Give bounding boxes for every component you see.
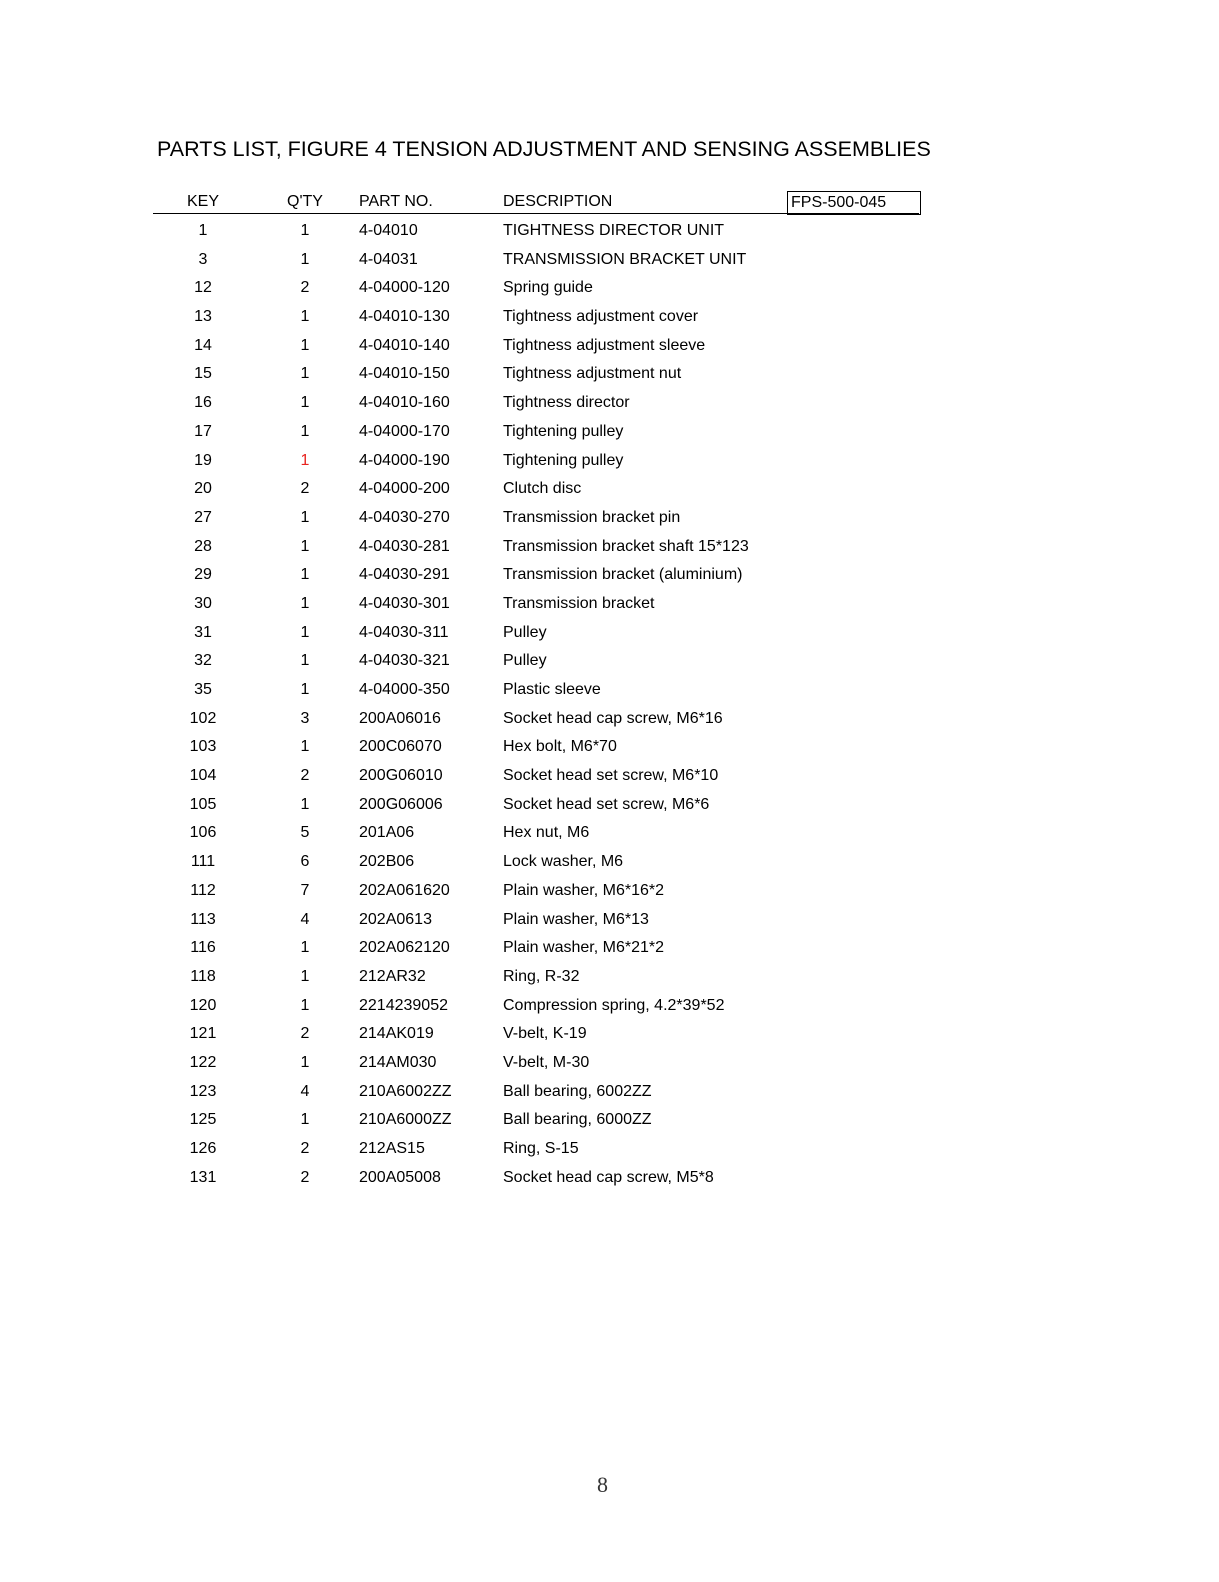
- table-row: [0, 1024, 1219, 1053]
- cell-key: 104: [189, 767, 217, 785]
- header-part-no: PART NO.: [359, 193, 433, 210]
- table-row: [0, 537, 1219, 566]
- cell-qty: 1: [300, 1053, 310, 1071]
- table-row: [0, 623, 1219, 652]
- table-row: [0, 996, 1219, 1025]
- cell-part-no: 4-04000-350: [359, 681, 450, 698]
- cell-qty: 2: [300, 1140, 310, 1157]
- table-row: [0, 250, 1219, 279]
- cell-part-no: 4-04010-130: [359, 308, 450, 326]
- cell-key: 29: [194, 566, 212, 584]
- cell-description: TIGHTNESS DIRECTOR UNIT: [503, 222, 725, 239]
- cell-qty: 1: [300, 738, 310, 756]
- cell-key: 123: [189, 1082, 217, 1100]
- cell-key: 31: [194, 623, 212, 641]
- table-row: [0, 967, 1219, 996]
- cell-key: 121: [189, 1025, 217, 1043]
- cell-qty: 2: [300, 480, 310, 498]
- cell-description: Hex bolt, M6*70: [503, 738, 617, 756]
- table-row: [0, 1082, 1219, 1111]
- cell-description: Socket head cap screw, M5*8: [503, 1168, 714, 1186]
- cell-description: Tightness adjustment nut: [503, 365, 682, 383]
- cell-part-no: 4-04010: [359, 222, 418, 239]
- cell-qty: 1: [300, 451, 310, 469]
- cell-part-no: 4-04030-301: [359, 594, 450, 612]
- table-row: [0, 881, 1219, 910]
- table-row: [0, 565, 1219, 594]
- cell-description: V-belt, M-30: [503, 1053, 590, 1071]
- cell-qty: 1: [300, 967, 310, 985]
- cell-qty: 3: [300, 709, 310, 727]
- cell-part-no: 4-04010-150: [359, 365, 450, 383]
- cell-description: Tightening pulley: [503, 451, 624, 469]
- cell-qty: 1: [300, 537, 310, 555]
- cell-description: Compression spring, 4.2*39*52: [503, 996, 725, 1014]
- cell-part-no: 202A061620: [359, 881, 450, 899]
- header-description: DESCRIPTION: [503, 193, 613, 210]
- table-row: [0, 737, 1219, 766]
- cell-qty: 1: [300, 594, 310, 612]
- header-key: KEY: [186, 193, 219, 210]
- cell-key: 16: [194, 394, 212, 412]
- page-title: PARTS LIST, FIGURE 4 TENSION ADJUSTMENT AND SENSING ASSEMBLIES: [157, 137, 931, 161]
- cell-part-no: 2214239052: [359, 996, 448, 1014]
- cell-key: 3: [198, 250, 208, 268]
- cell-description: Ring, R-32: [503, 967, 580, 985]
- cell-qty: 1: [300, 939, 310, 957]
- cell-key: 120: [189, 996, 217, 1014]
- cell-key: 131: [189, 1168, 217, 1186]
- cell-qty: 2: [300, 279, 310, 297]
- table-row: [0, 1110, 1219, 1139]
- cell-key: 28: [194, 537, 212, 555]
- cell-qty: 1: [300, 566, 310, 584]
- cell-description: Socket head cap screw, M6*16: [503, 709, 723, 727]
- cell-part-no: 210A6000ZZ: [359, 1111, 452, 1129]
- cell-description: Transmission bracket: [503, 594, 655, 612]
- cell-description: Plain washer, M6*16*2: [503, 881, 664, 899]
- table-row: [0, 479, 1219, 508]
- table-row: [0, 910, 1219, 939]
- cell-key: 105: [189, 795, 217, 813]
- cell-key: 17: [194, 422, 212, 440]
- cell-description: TRANSMISSION BRACKET UNIT: [503, 250, 747, 268]
- cell-part-no: 212AR32: [359, 967, 426, 985]
- table-row: [0, 651, 1219, 680]
- cell-key: 30: [194, 594, 212, 612]
- cell-key: 27: [194, 508, 212, 526]
- cell-part-no: 4-04010-160: [359, 394, 450, 412]
- table-row: [0, 221, 1219, 250]
- cell-description: Pulley: [503, 623, 547, 641]
- cell-qty: 2: [300, 1025, 310, 1043]
- cell-key: 32: [194, 652, 212, 670]
- table-row: [0, 508, 1219, 537]
- cell-description: Socket head set screw, M6*6: [503, 795, 710, 813]
- cell-description: V-belt, K-19: [503, 1025, 587, 1043]
- cell-description: Lock washer, M6: [503, 853, 624, 871]
- table-row: [0, 594, 1219, 623]
- cell-qty: 1: [300, 422, 310, 440]
- cell-part-no: 4-04000-170: [359, 422, 450, 440]
- cell-qty: 4: [300, 910, 310, 928]
- cell-description: Pulley: [503, 652, 547, 670]
- cell-description: Ball bearing, 6002ZZ: [503, 1082, 652, 1100]
- cell-qty: 1: [300, 222, 310, 239]
- table-row: [0, 336, 1219, 365]
- table-row: [0, 823, 1219, 852]
- cell-key: 111: [190, 853, 216, 871]
- cell-description: Plain washer, M6*21*2: [503, 939, 664, 957]
- cell-part-no: 214AK019: [359, 1025, 434, 1043]
- cell-key: 125: [189, 1111, 217, 1129]
- cell-part-no: 4-04030-321: [359, 652, 450, 670]
- parts-table-body: [0, 221, 1219, 1196]
- cell-part-no: 202A062120: [359, 939, 450, 957]
- table-row: [0, 852, 1219, 881]
- cell-part-no: 4-04010-140: [359, 336, 450, 354]
- cell-qty: 1: [300, 508, 310, 526]
- cell-qty: 2: [300, 767, 310, 785]
- cell-part-no: 201A06: [359, 824, 415, 842]
- table-header: [0, 193, 1219, 215]
- cell-key: 102: [189, 709, 217, 727]
- cell-qty: 1: [300, 652, 310, 670]
- cell-part-no: 200A05008: [359, 1168, 441, 1186]
- reference-code-box: FPS-500-045: [787, 191, 921, 215]
- cell-part-no: 210A6002ZZ: [359, 1082, 452, 1100]
- cell-key: 13: [194, 308, 212, 326]
- cell-qty: 1: [300, 308, 310, 326]
- table-row: [0, 307, 1219, 336]
- cell-part-no: 4-04030-291: [359, 566, 450, 584]
- cell-qty: 1: [300, 681, 310, 698]
- cell-description: Ball bearing, 6000ZZ: [503, 1111, 652, 1129]
- table-row: [0, 451, 1219, 480]
- cell-key: 118: [190, 967, 216, 985]
- table-row: [0, 278, 1219, 307]
- cell-key: 35: [194, 681, 212, 698]
- table-row: [0, 393, 1219, 422]
- cell-part-no: 4-04000-200: [359, 480, 450, 498]
- cell-description: Hex nut, M6: [503, 824, 590, 842]
- cell-description: Tightening pulley: [503, 422, 624, 440]
- cell-part-no: 4-04000-190: [359, 451, 450, 469]
- cell-description: Transmission bracket shaft 15*123: [503, 537, 749, 555]
- cell-description: Socket head set screw, M6*10: [503, 767, 719, 785]
- cell-description: Ring, S-15: [503, 1140, 579, 1157]
- cell-key: 14: [194, 336, 212, 354]
- table-row: [0, 938, 1219, 967]
- cell-part-no: 4-04030-311: [359, 623, 449, 641]
- cell-description: Clutch disc: [503, 480, 582, 498]
- cell-part-no: 4-04031: [359, 250, 418, 268]
- cell-part-no: 212AS15: [359, 1140, 425, 1157]
- cell-key: 19: [194, 451, 212, 469]
- cell-part-no: 200G06010: [359, 767, 443, 785]
- cell-part-no: 4-04030-270: [359, 508, 450, 526]
- cell-qty: 1: [300, 394, 310, 412]
- table-row: [0, 1053, 1219, 1082]
- table-row: [0, 1139, 1219, 1168]
- cell-qty: 1: [300, 365, 310, 383]
- cell-key: 106: [189, 824, 217, 842]
- cell-description: Transmission bracket (aluminium): [503, 566, 743, 584]
- cell-key: 103: [189, 738, 217, 756]
- cell-description: Transmission bracket pin: [503, 508, 681, 526]
- cell-qty: 5: [300, 824, 310, 842]
- cell-part-no: 202B06: [359, 853, 415, 871]
- table-row: [0, 680, 1219, 709]
- cell-qty: 6: [300, 853, 310, 871]
- cell-key: 126: [189, 1140, 217, 1157]
- cell-qty: 1: [300, 996, 310, 1014]
- cell-description: Plastic sleeve: [503, 681, 601, 698]
- cell-part-no: 214AM030: [359, 1053, 437, 1071]
- cell-qty: 2: [300, 1168, 310, 1186]
- cell-key: 1: [198, 222, 208, 239]
- page-number: 8: [597, 1472, 608, 1497]
- cell-key: 113: [190, 910, 216, 928]
- header-qty: Q'TY: [287, 193, 323, 210]
- cell-description: Tightness adjustment cover: [503, 308, 699, 326]
- table-row: [0, 422, 1219, 451]
- cell-key: 116: [190, 939, 216, 957]
- cell-qty: 1: [300, 336, 310, 354]
- cell-part-no: 4-04000-120: [359, 279, 450, 297]
- cell-qty: 7: [300, 881, 310, 899]
- cell-qty: 1: [300, 795, 310, 813]
- cell-part-no: 4-04030-281: [359, 537, 450, 555]
- cell-qty: 1: [300, 250, 310, 268]
- cell-key: 112: [190, 881, 216, 899]
- cell-description: Plain washer, M6*13: [503, 910, 649, 928]
- cell-description: Tightness director: [503, 394, 630, 412]
- table-row: [0, 1168, 1219, 1197]
- table-row: [0, 364, 1219, 393]
- cell-part-no: 200C06070: [359, 738, 442, 756]
- cell-key: 12: [194, 279, 212, 297]
- cell-qty: 1: [300, 1111, 310, 1129]
- cell-qty: 4: [300, 1082, 310, 1100]
- header-divider: [153, 213, 919, 214]
- cell-key: 20: [194, 480, 212, 498]
- cell-description: Tightness adjustment sleeve: [503, 336, 706, 354]
- table-row: [0, 709, 1219, 738]
- cell-key: 15: [194, 365, 212, 383]
- cell-description: Spring guide: [503, 279, 593, 297]
- cell-part-no: 200G06006: [359, 795, 443, 813]
- cell-part-no: 200A06016: [359, 709, 441, 727]
- cell-part-no: 202A0613: [359, 910, 432, 928]
- table-row: [0, 766, 1219, 795]
- cell-qty: 1: [300, 623, 310, 641]
- cell-key: 122: [189, 1053, 217, 1071]
- table-row: [0, 795, 1219, 824]
